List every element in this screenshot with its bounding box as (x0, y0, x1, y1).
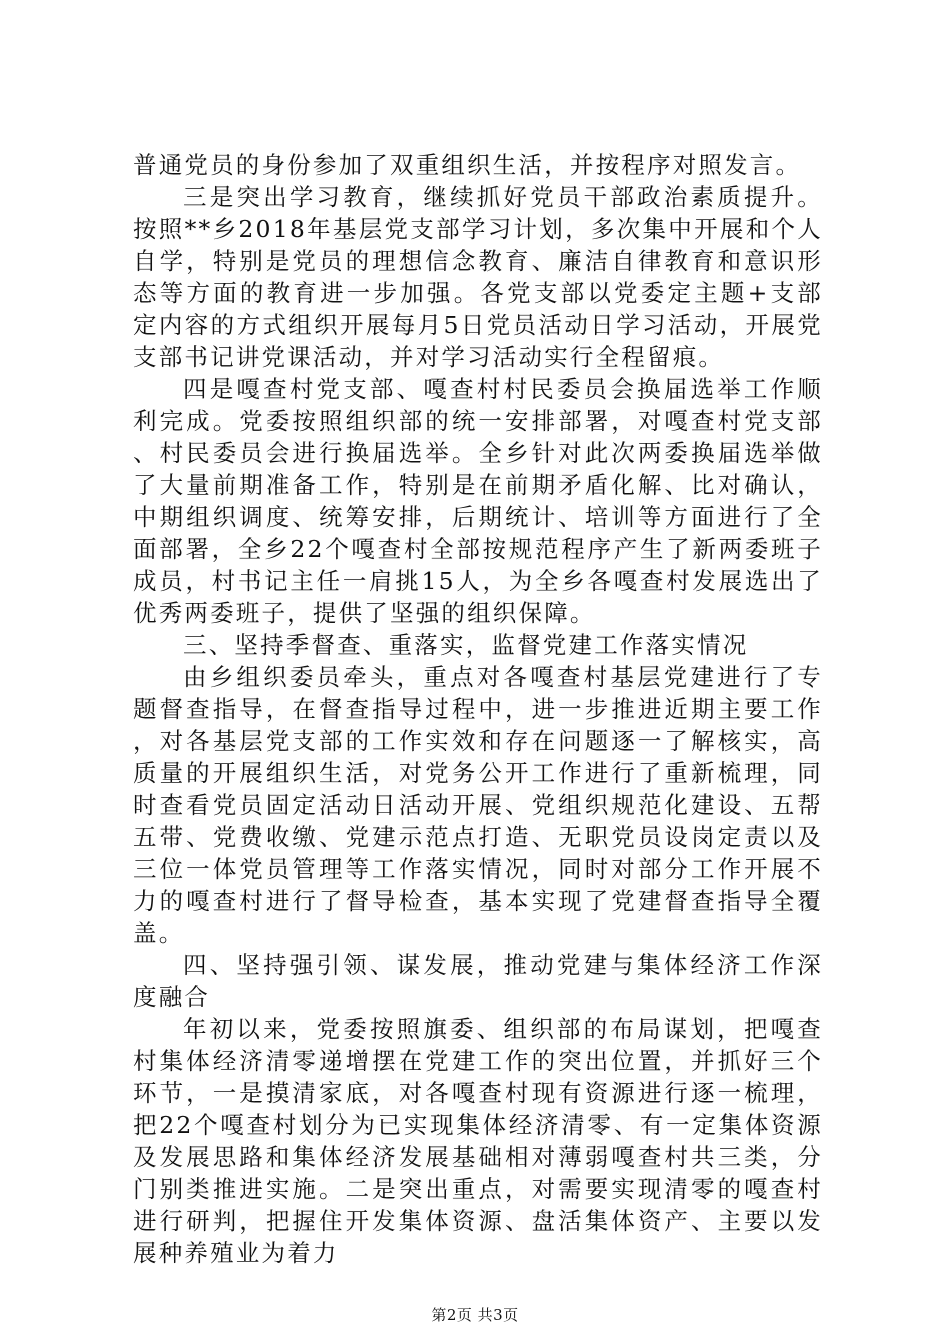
document-body (133, 149, 823, 1269)
section-heading-economy: 四、坚持强引领、谋发展，推动党建与集体经济工作深度融合 (133, 951, 823, 1011)
paragraph-supervision: 由乡组织委员牵头，重点对各嘎查村基层党建进行了专题督查指导，在督查指导过程中，进一步推进近期主要工作，对各基层党支部的工作实效和存在问题逐一了解核实，高质量的开展组织生活，对党务公开工作进行了重新梳理，同时查看党员固定活动日活动开展、党组织规范化建设、五帮五带、党费收缴、党建示范点打造、无职党员设岗定责以及三位一体党员管理等工作落实情况，同时对部分工作开展不力的嘎查村进行了督导检查，基本实现了党建督查指导全覆盖。 (133, 663, 823, 947)
paragraph-election: 四是嘎查村党支部、嘎查村村民委员会换届选举工作顺利完成。党委按照组织部的统一安排部署，对嘎查村党支部、村民委员会进行换届选举。全乡针对此次两委换届选举做了大量前期准备工作，特别是在前期矛盾化解、比对确认，中期组织调度、统筹安排，后期统计、培训等方面进行了全面部署，全乡22个嘎查村全部按规范程序产生了新两委班子成员，村书记主任一肩挑15人，为全乡各嘎查村发展选出了优秀两委班子，提供了坚强的组织保障。 (133, 375, 823, 627)
paragraph-study-education: 三是突出学习教育，继续抓好党员干部政治素质提升。按照**乡2018年基层党支部学习计划，多次集中开展和个人自学，特别是党员的理想信念教育、廉洁自律教育和意识形态等方面的教育进一步加强。各党支部以党委定主题+支部定内容的方式组织开展每月5日党员活动日学习活动，开展党支部书记讲党课活动，并对学习活动实行全程留痕。 (133, 183, 823, 371)
paragraph-economy: 年初以来，党委按照旗委、组织部的布局谋划，把嘎查村集体经济清零递增摆在党建工作的突出位置，并抓好三个环节，一是摸清家底，对各嘎查村现有资源进行逐一梳理，把22个嘎查村划分为已实现集体经济清零、有一定集体资源及发展思路和集体经济发展基础相对薄弱嘎查村共三类，分门别类推进实施。二是突出重点，对需要实现清零的嘎查村进行研判，把握住开发集体资源、盘活集体资产、主要以发展种养殖业为着力 (133, 1015, 823, 1267)
paragraph-continuation: 普通党员的身份参加了双重组织生活，并按程序对照发言。 (133, 151, 802, 179)
section-heading-supervision: 三、坚持季督查、重落实，监督党建工作落实情况 (183, 631, 749, 659)
page-number-footer: 第2页 共3页 (431, 1306, 519, 1324)
